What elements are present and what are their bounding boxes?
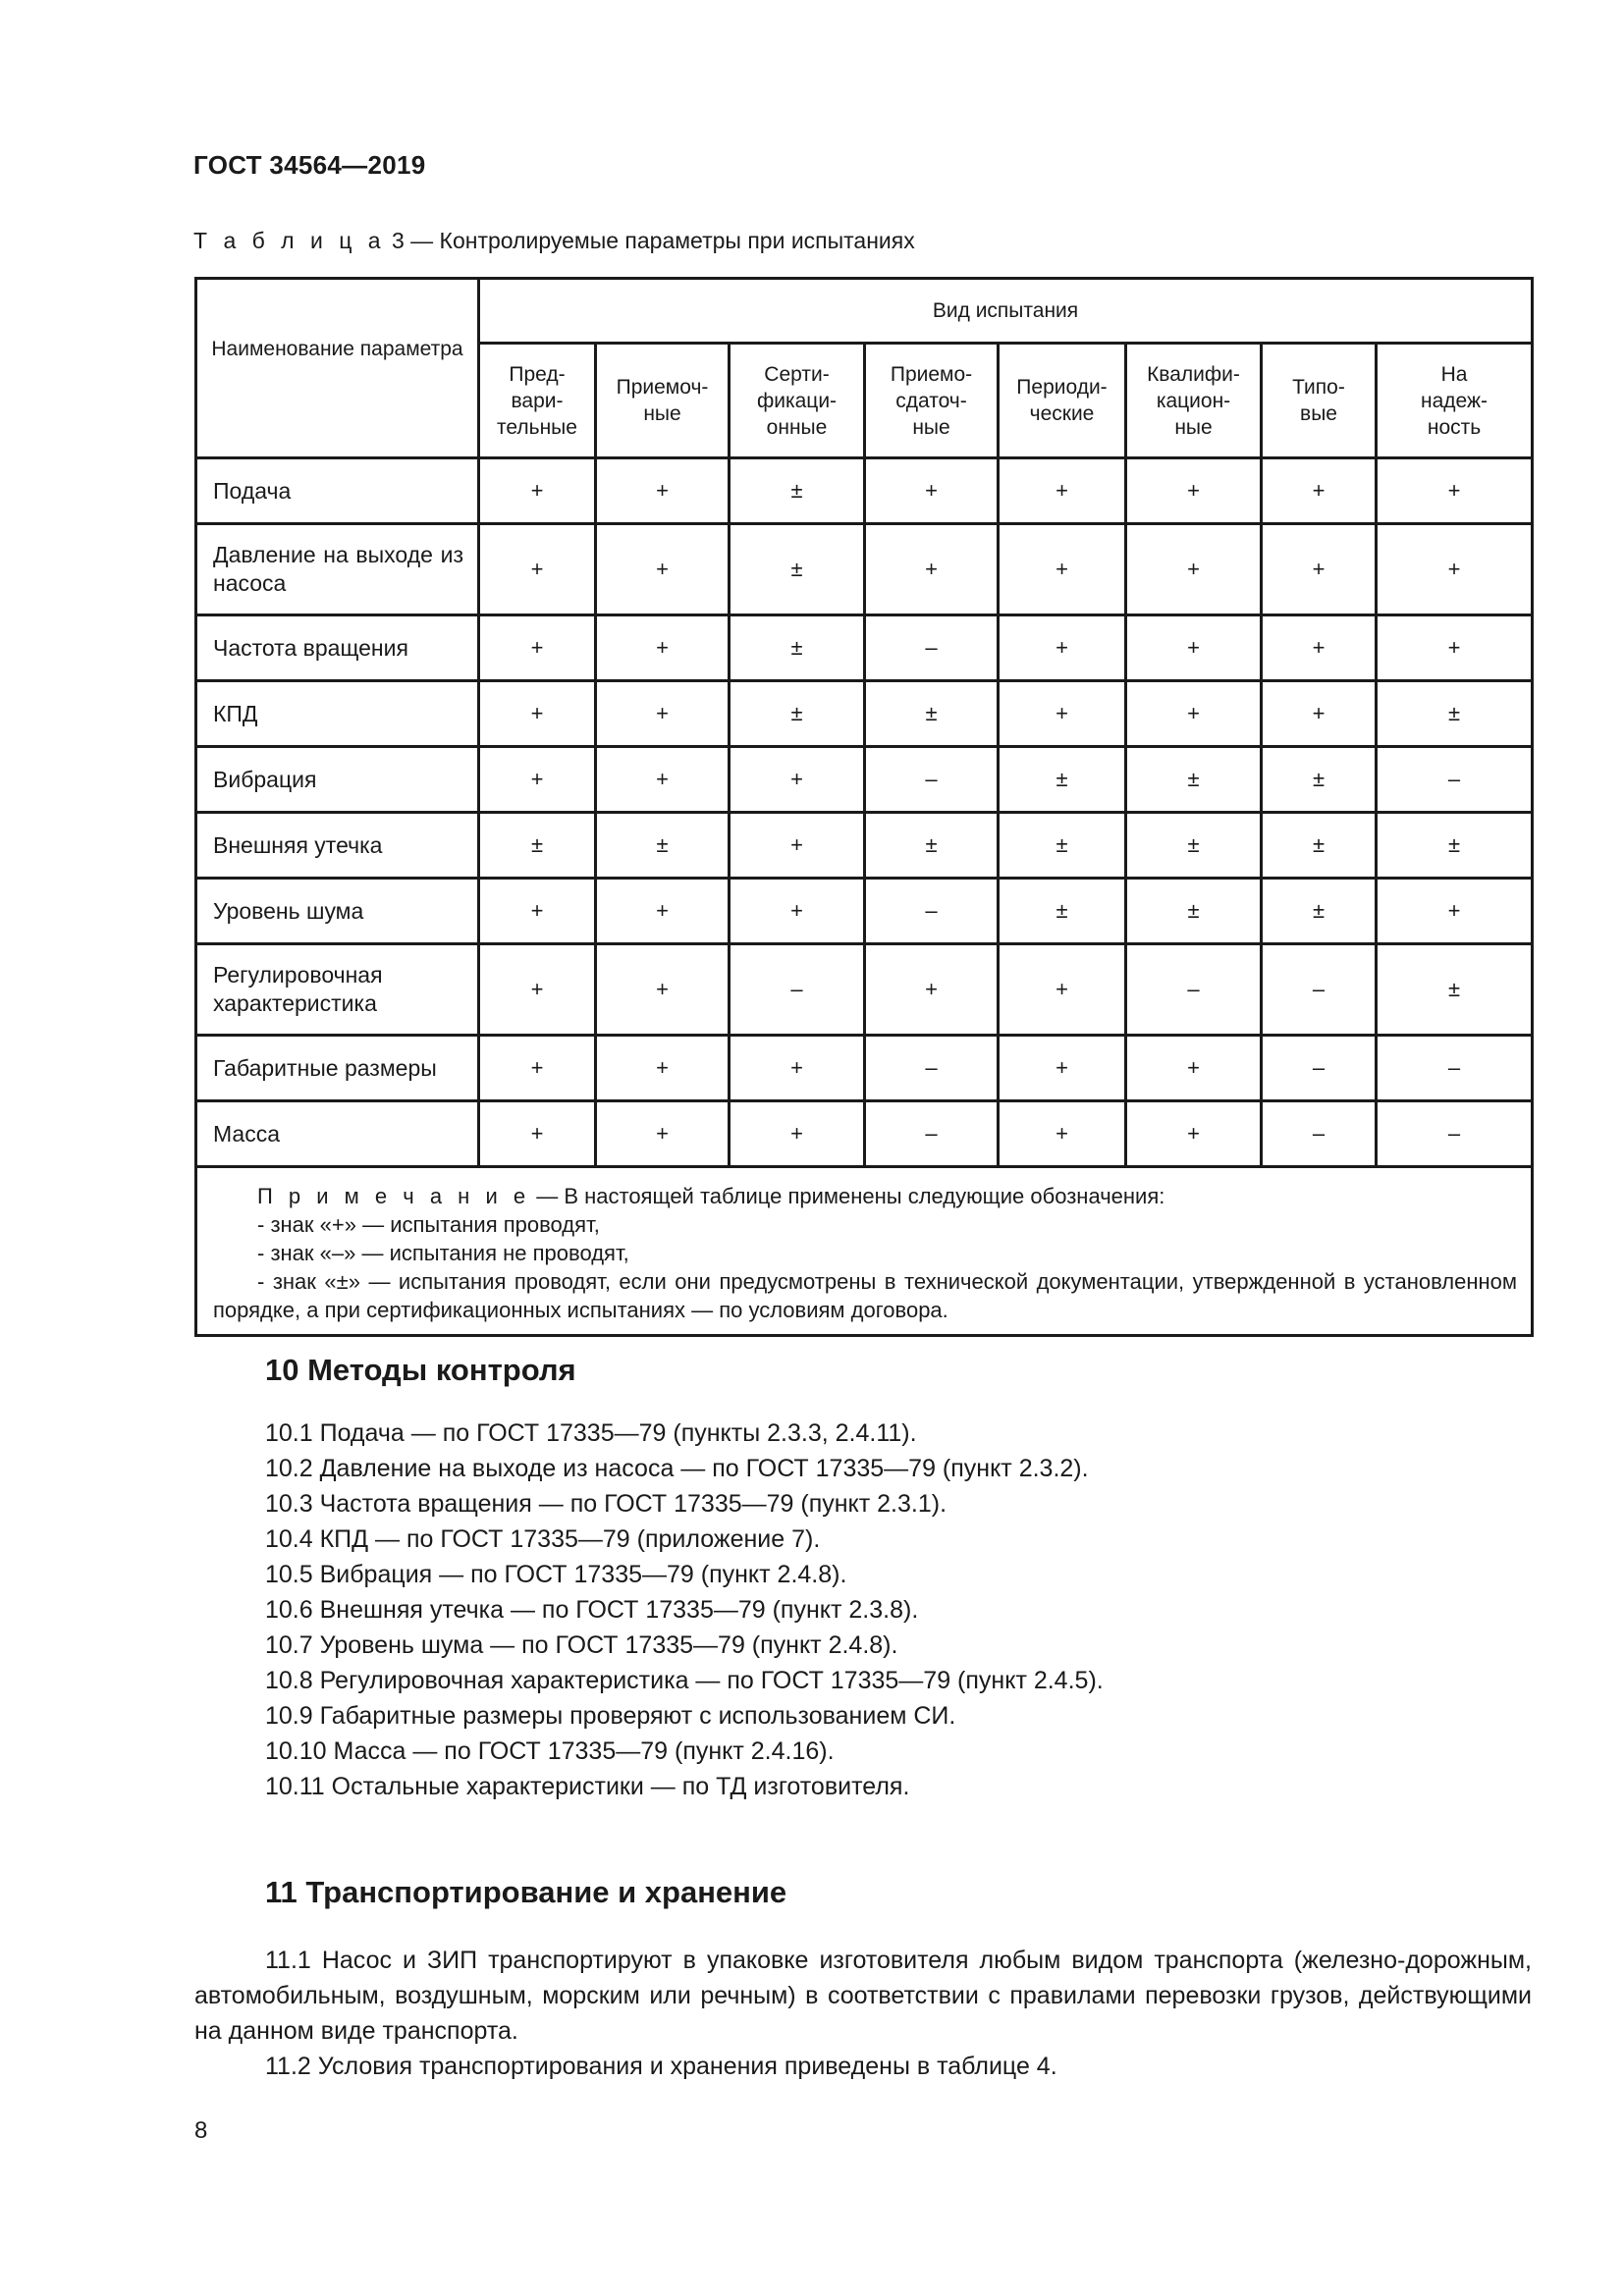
test-mark-cell: ± [1126, 879, 1262, 944]
test-mark-cell: + [596, 615, 730, 681]
table-row [196, 681, 1533, 747]
test-mark-cell: + [1377, 524, 1533, 615]
test-mark-cell: + [865, 944, 999, 1036]
test-mark-cell: ± [1126, 813, 1262, 879]
control-parameters-table [194, 277, 1534, 1337]
table-row [196, 458, 1533, 524]
test-mark-cell: + [865, 458, 999, 524]
test-mark-cell: – [1377, 1036, 1533, 1101]
test-mark-cell: ± [730, 615, 865, 681]
test-mark-cell: + [479, 1101, 596, 1167]
test-mark-cell: + [1126, 524, 1262, 615]
test-mark-cell: + [1126, 681, 1262, 747]
test-mark-cell: + [596, 747, 730, 813]
paragraph-11-1-rest: дорожным, автомобильным, воздушным, морским или речным) в соответствии с правилами перевозки грузов, действующими на данном виде транспорта. [194, 1947, 1532, 2045]
table-row [196, 524, 1533, 615]
test-mark-cell: + [1126, 458, 1262, 524]
section-11-title: 11 Транспортирование и хранение [265, 1875, 787, 1909]
section-10-title: 10 Методы контроля [265, 1353, 576, 1387]
table-row [196, 615, 1533, 681]
test-mark-cell: ± [730, 458, 865, 524]
test-mark-cell: + [730, 747, 865, 813]
table-caption-label: Т а б л и ц а [193, 228, 386, 253]
test-type-header: Приемо- сдаточ- ные [865, 344, 999, 458]
note-line-plusminus: - знак «±» — испытания проводят, если они предусмотрены в технической документации, утвержденной в установленном порядке, а при сертификационных испытаниях — по условиям договора. [213, 1269, 1518, 1322]
test-mark-cell: – [865, 1101, 999, 1167]
test-mark-cell: ± [1377, 944, 1533, 1036]
test-mark-cell: + [999, 615, 1126, 681]
test-mark-cell: + [1262, 681, 1377, 747]
test-mark-cell: + [1126, 1036, 1262, 1101]
document-code: ГОСТ 34564—2019 [193, 150, 426, 180]
page-number: 8 [194, 2117, 208, 2144]
test-mark-cell: – [865, 615, 999, 681]
test-mark-cell: ± [730, 524, 865, 615]
control-method-item: 10.10 Масса — по ГОСТ 17335—79 (пункт 2.4.16). [265, 1737, 835, 1765]
test-mark-cell: + [999, 944, 1126, 1036]
test-mark-cell: + [1126, 615, 1262, 681]
note-label: П р и м е ч а н и е [257, 1184, 531, 1208]
parameter-name-cell: Габаритные размеры [196, 1036, 479, 1101]
test-mark-cell: + [730, 1101, 865, 1167]
control-method-item: 10.11 Остальные характеристики — по ТД изготовителя. [265, 1773, 910, 1800]
test-mark-cell: + [730, 1036, 865, 1101]
test-mark-cell: + [479, 944, 596, 1036]
test-mark-cell: ± [865, 813, 999, 879]
table-row [196, 944, 1533, 1036]
paragraph-11-1 [194, 1943, 1532, 2049]
section-11 [265, 1875, 1532, 1910]
parameter-name-cell: Уровень шума [196, 879, 479, 944]
test-mark-cell: – [865, 1036, 999, 1101]
table-row [196, 879, 1533, 944]
parameter-name-cell: Частота вращения [196, 615, 479, 681]
test-mark-cell: – [865, 747, 999, 813]
control-method-item: 10.2 Давление на выходе из насоса — по ГОСТ 17335—79 (пункт 2.3.2). [265, 1455, 1089, 1482]
test-mark-cell: ± [999, 879, 1126, 944]
test-mark-cell: + [596, 879, 730, 944]
test-mark-cell: + [1377, 615, 1533, 681]
test-mark-cell: + [999, 458, 1126, 524]
test-type-header: Периоди- ческие [999, 344, 1126, 458]
control-method-item: 10.4 КПД — по ГОСТ 17335—79 (приложение 7). [265, 1525, 821, 1553]
test-mark-cell: ± [596, 813, 730, 879]
control-method-item: 10.6 Внешняя утечка — по ГОСТ 17335—79 (пункт 2.3.8). [265, 1596, 919, 1624]
test-type-header: Квалифи- кацион- ные [1126, 344, 1262, 458]
test-mark-cell: + [479, 879, 596, 944]
test-mark-cell: – [1262, 944, 1377, 1036]
test-type-header: На надеж- ность [1377, 344, 1533, 458]
test-mark-cell: + [999, 1101, 1126, 1167]
parameter-name-cell: Внешняя утечка [196, 813, 479, 879]
note-intro: — В настоящей таблице применены следующие обозначения: [530, 1184, 1165, 1208]
test-mark-cell: + [1126, 1101, 1262, 1167]
test-mark-cell: + [1377, 458, 1533, 524]
parameter-name-cell: Подача [196, 458, 479, 524]
section-11-body [194, 1943, 1532, 2084]
test-mark-cell: ± [865, 681, 999, 747]
control-method-item: 10.5 Вибрация — по ГОСТ 17335—79 (пункт 2.4.8). [265, 1561, 847, 1588]
test-mark-cell: + [479, 458, 596, 524]
table-caption [193, 228, 915, 254]
note-line-plus: - знак «+» — испытания проводят, [257, 1212, 600, 1237]
test-mark-cell: + [596, 1036, 730, 1101]
test-mark-cell: ± [1262, 747, 1377, 813]
test-mark-cell: – [1377, 747, 1533, 813]
test-type-header: Типо- вые [1262, 344, 1377, 458]
test-mark-cell: ± [1262, 879, 1377, 944]
test-mark-cell: + [865, 524, 999, 615]
test-type-header: Приемоч- ные [596, 344, 730, 458]
test-mark-cell: ± [1262, 813, 1377, 879]
test-mark-cell: ± [999, 813, 1126, 879]
test-mark-cell: + [596, 524, 730, 615]
table-row [196, 1036, 1533, 1101]
test-type-header: Серти- фикаци- онные [730, 344, 865, 458]
test-mark-cell: + [1377, 879, 1533, 944]
test-type-header: Пред- вари- тельные [479, 344, 596, 458]
control-method-item: 10.8 Регулировочная характеристика — по ГОСТ 17335—79 (пункт 2.4.5). [265, 1667, 1104, 1694]
table-row [196, 813, 1533, 879]
test-mark-cell: ± [730, 681, 865, 747]
parameter-name-cell: Вибрация [196, 747, 479, 813]
test-mark-cell: – [865, 879, 999, 944]
table-row [196, 747, 1533, 813]
table-note [196, 1167, 1533, 1336]
test-mark-cell: + [479, 747, 596, 813]
control-method-item: 10.3 Частота вращения — по ГОСТ 17335—79 (пункт 2.3.1). [265, 1490, 947, 1518]
test-mark-cell: + [596, 458, 730, 524]
test-mark-cell: ± [1126, 747, 1262, 813]
test-mark-cell: ± [1377, 681, 1533, 747]
test-mark-cell: ± [999, 747, 1126, 813]
test-mark-cell: + [596, 1101, 730, 1167]
test-mark-cell: – [1377, 1101, 1533, 1167]
table-caption-text: 3 — Контролируемые параметры при испытаниях [391, 228, 915, 253]
control-method-item: 10.1 Подача — по ГОСТ 17335—79 (пункты 2.3.3, 2.4.11). [265, 1419, 917, 1447]
test-mark-cell: + [479, 524, 596, 615]
test-mark-cell: + [999, 1036, 1126, 1101]
test-mark-cell: + [999, 524, 1126, 615]
table-row [196, 1101, 1533, 1167]
test-mark-cell: – [1262, 1036, 1377, 1101]
control-method-item: 10.7 Уровень шума — по ГОСТ 17335—79 (пункт 2.4.8). [265, 1631, 898, 1659]
test-mark-cell: + [479, 615, 596, 681]
test-mark-cell: + [596, 681, 730, 747]
parameter-name-cell: КПД [196, 681, 479, 747]
test-mark-cell: + [479, 1036, 596, 1101]
test-mark-cell: + [479, 681, 596, 747]
test-mark-cell: + [730, 879, 865, 944]
test-mark-cell: ± [1377, 813, 1533, 879]
test-mark-cell: ± [479, 813, 596, 879]
test-mark-cell: + [730, 813, 865, 879]
test-mark-cell: – [730, 944, 865, 1036]
parameter-name-cell: Масса [196, 1101, 479, 1167]
control-method-item: 10.9 Габаритные размеры проверяют с использованием СИ. [265, 1702, 956, 1730]
parameter-name-cell: Регулировочная характеристика [196, 944, 479, 1036]
note-line-minus: - знак «–» — испытания не проводят, [257, 1241, 629, 1265]
paragraph-11-1-start: 11.1 Насос и ЗИП транспортируют в упаковке изготовителя любым видом транспорта (железно- [265, 1947, 1406, 1974]
test-mark-cell: + [1262, 458, 1377, 524]
paragraph-11-2: 11.2 Условия транспортирования и хранения приведены в таблице 4. [265, 2053, 1057, 2080]
parameter-name-header: Наименование параметра [196, 279, 479, 458]
test-mark-cell: + [596, 944, 730, 1036]
test-mark-cell: – [1126, 944, 1262, 1036]
test-mark-cell: – [1262, 1101, 1377, 1167]
test-mark-cell: + [1262, 524, 1377, 615]
test-mark-cell: + [1262, 615, 1377, 681]
section-10 [265, 1353, 1532, 1804]
parameter-name-cell: Давление на выходе из насоса [196, 524, 479, 615]
test-type-group-header: Вид испытания [479, 279, 1533, 344]
test-mark-cell: + [999, 681, 1126, 747]
